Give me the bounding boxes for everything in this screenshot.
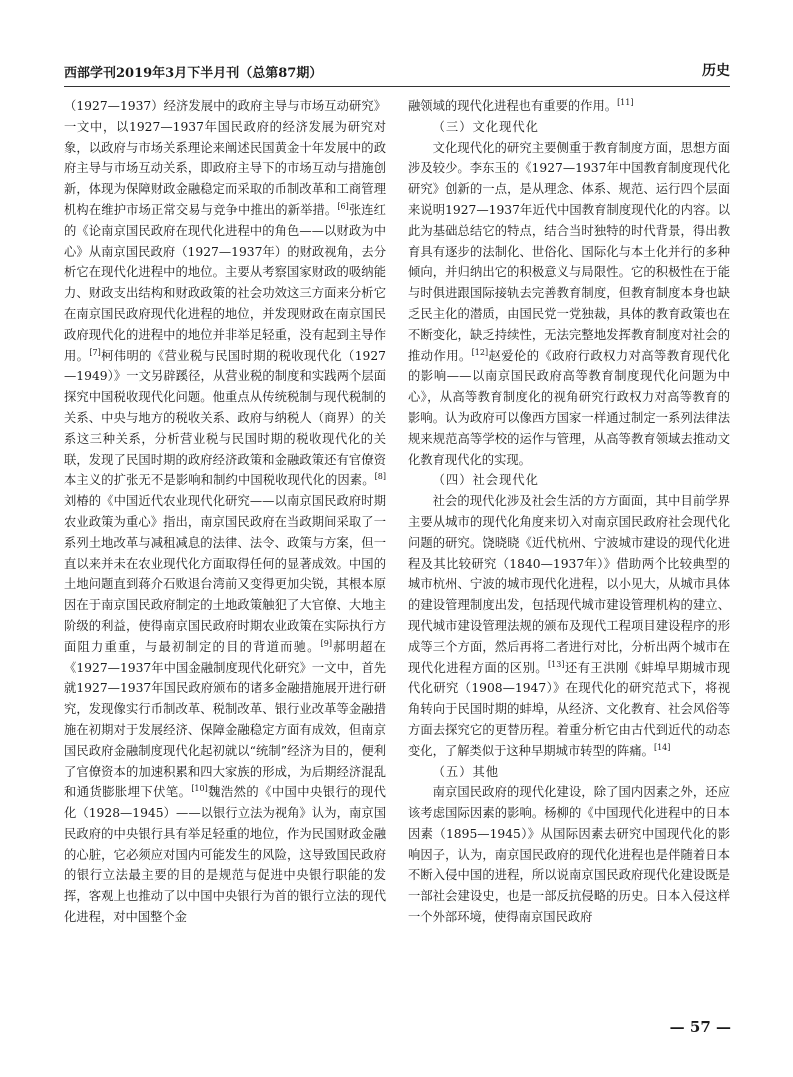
citation: [6] [337, 201, 349, 211]
text-run: 还有王洪刚《蚌埠早期城市现代化研究（1908—1947）》在现代化的研究范式下，将视角转向于民国时期的蚌埠，从经济、文化教育、社会风俗等方面去探究它的更替历程。着重分析它由古代到近代的动态变化，了解类似于这种早期城市转型的阵痛。 [408, 660, 730, 758]
citation: [9] [320, 638, 332, 648]
citation: [14] [653, 742, 671, 752]
text-run: 南京国民政府的现代化建设，除了国内因素之外，还应该考虑国际因素的影响。杨柳的《中国现代化进程中的日本因素（1895—1945）》从国际因素去研究中国现代化的影响因子，认为，南京国民政府的现代化进程也是伴随着日本不断入侵中国的进程，所以说南京国民政府现代化建设既是一部社会建设史，也是一部反抗侵略的历史。日本入侵这样一个外部环境，使得南京国民政府 [408, 785, 730, 925]
text-run: 文化现代化的研究主要侧重于教育制度方面，思想方面涉及较少。李东玉的《1927—1937年中国教育制度现代化研究》创新的一点，是从理念、体系、规范、运行四个层面来说明1927—1937年近代中国教育制度现代化的内容。以此为基础总结它的特点，结合当时独特的时代背景，得出教育具有逐步的法制化、世俗化、国际化与本土化并行的多种倾向，并归纳出它的积极意义与局限性。它的积极性在于能与时俱进跟国际接轨去完善教育制度，但教育制度本身也缺乏民主化的潜质，由国民党一党独裁，具体的教育政策也在不断变化，缺乏持续性，无法完整地发挥教育制度对社会的推动作用。 [408, 140, 730, 363]
paragraph [408, 491, 730, 761]
text-run: 刘椿的《中国近代农业现代化研究——以南京国民政府时期农业政策为重心》指出，南京国民政府在当政期间采取了一系列土地改革与减租减息的法律、法令、政策与方案，但一直以来并未在农业现代化方面取得任何的显著成效。中国的土地问题直到蒋介石败退台湾前又变得更加尖锐，其根本原因在于南京国民政府制定的土地政策触犯了大官僚、大地主阶级的利益，使得南京国民政府时期农业政策在实际执行方面阻力重重，与最初制定的目的背道而驰。 [64, 494, 386, 654]
paragraph [408, 138, 730, 471]
citation: [13] [548, 659, 565, 669]
journal-title: 西部学刊2019年3月下半月刊（总第87期） [64, 66, 323, 81]
citation: [10] [191, 784, 208, 794]
text-run: （1927—1937）经济发展中的政府主导与市场互动研究》一文中，以1927—1937年国民政府的经济发展为研究对象，以政府与市场关系理论来阐述民国黄金十年发展中的政府主导与市场互动关系，即政府主导下的市场互动与措施创新，体现为保障财政金融稳定而采取的币制改革和工商管理机构在维护市场正常交易与竞争中推出的新举措。 [64, 99, 386, 217]
citation: [7] [89, 347, 101, 357]
section-heading: （三）文化现代化 [432, 119, 539, 134]
left-column [64, 96, 386, 1016]
right-column [408, 96, 730, 1016]
section-heading: （四）社会现代化 [432, 473, 539, 488]
citation: [12] [471, 347, 489, 357]
text-run: 魏浩然的《中国中央银行的现代化（1928—1945）——以银行立法为视角》认为，南京国民政府的中央银行具有举足轻重的地位，作为民国财政金融的心脏，它必须应对国内可能发生的风险，这导致国民政府的银行立法最主要的目的是规范与促进中央银行职能的发挥，客观上也推动了以中国中央银行为首的银行立法的现代化进程，对中国整个金 [64, 785, 386, 925]
header-rule [64, 86, 730, 87]
paragraph [408, 96, 730, 117]
paragraph [64, 96, 386, 928]
section-tag: 历史 [702, 63, 730, 79]
text-run: 社会的现代化涉及社会生活的方方面面，其中目前学界主要从城市的现代化角度来切入对南京国民政府社会现代化问题的研究。饶晓晓《近代杭州、宁波城市建设的现代化进程及其比较研究（1840—1937年）》借助两个比较典型的城市杭州、宁波的城市现代化进程，以小见大，从城市具体的建设管理制度出发，包括现代城市建设管理机构的建立、现代城市建设管理法规的颁布及现代工程项目建设程序的形成等三个方面，然后再将二者进行对比，分析出两个城市在现代化进程方面的区别。 [408, 494, 730, 675]
text-run: 赵爱伦的《政府行政权力对高等教育现代化的影响——以南京国民政府高等教育制度现代化问题为中心》，从高等教育制度化的视角研究行政权力对高等教育的影响。认为政府可以像西方国家一样通过制定一系列法律法规来规范高等学校的运作与管理，从高等教育领域去推动文化教育现代化的实现。 [408, 348, 730, 467]
paragraph [408, 782, 730, 928]
text-run: 柯伟明的《营业税与民国时期的税收现代化（1927—1949）》一文另辟蹊径，从营业税的制度和实践两个层面探究中国税收现代化问题。他重点从传统税制与现代税制的关系、中央与地方的税收关系、政府与纳税人（商界）的关系这三种关系，分析营业税与民国时期的税收现代化的关联，发现了民国时期的政府经济政策和金融政策还有官僚资本主义的扩张无不是影响和制约中国税收现代化的因素。 [64, 348, 386, 488]
text-run: 融领域的现代化进程也有重要的作用。 [408, 99, 618, 113]
page-number: — 57 — [669, 1018, 731, 1036]
section-heading: （五）其他 [432, 764, 500, 779]
citation: [11] [617, 97, 634, 107]
citation: [8] [374, 472, 386, 482]
text-run: 郝明超在《1927—1937年中国金融制度现代化研究》一文中，首先就1927—1937年国民政府颁布的诸多金融措施展开进行研究，发现像实行币制改革、税制改革、银行业改革等金融措施在初期对于发展经济、保障金融稳定方面有成效，但南京国民政府金融制度现代化起初就以“统制”经济为目的，便利了官僚资本的加速积累和四大家族的形成，为后期经济混乱和通货膨胀埋下伏笔。 [64, 639, 386, 800]
text-run: 张连红的《论南京国民政府在现代化进程中的角色——以财政为中心》从南京国民政府（1927—1937年）的财政视角，去分析它在现代化进程中的地位。主要从考察国家财政的吸纳能力、财政支出结构和财政政策的社会功效这三方面来分析它在南京国民政府现代化进程的地位，并发现财政在南京国民政府现代化的进程中的地位并非举足轻重，没有起到主导作用。 [64, 202, 386, 363]
running-header [64, 60, 730, 82]
